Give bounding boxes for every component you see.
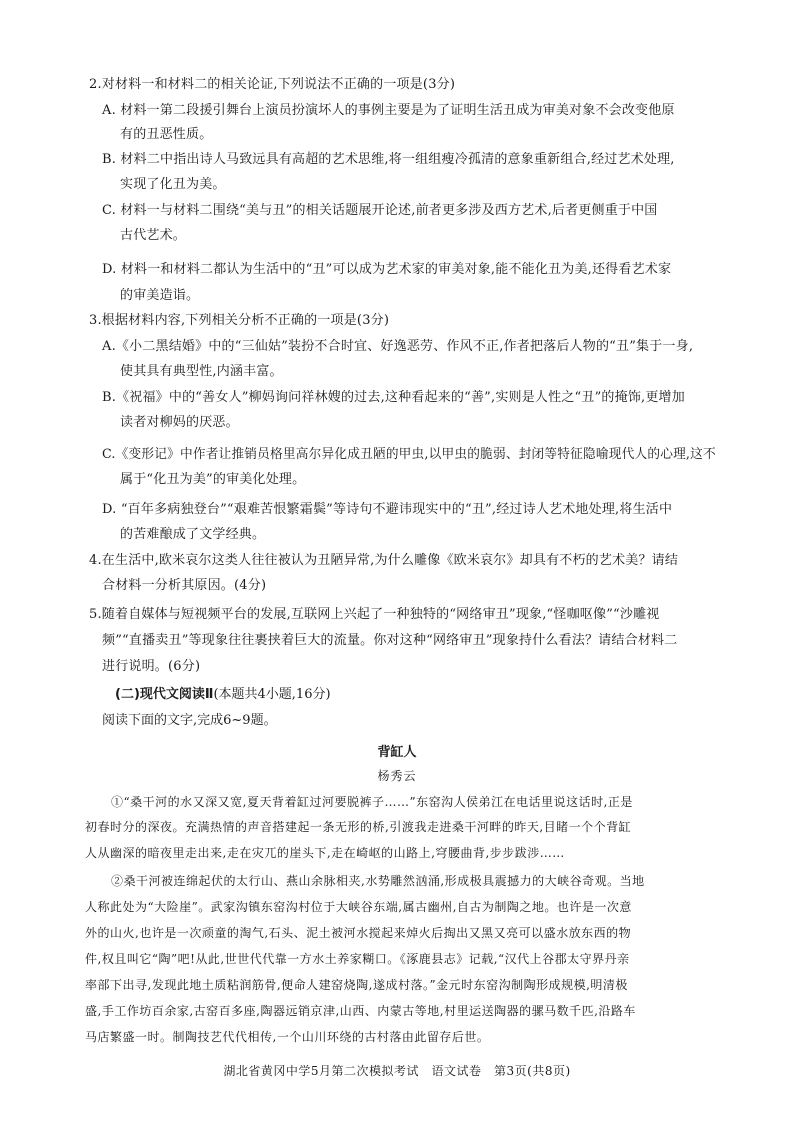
section-note: (本题共4小题,16分) xyxy=(213,687,331,702)
question-3-option-c: C.《变形记》中作者让推销员格里高尔异化成丑陋的甲虫,以甲虫的脆弱、封闭等特征隐喻现代人的心理,这不 xyxy=(102,447,716,462)
page-footer: 湖北省黄冈中学5月第二次模拟考试 语文试卷 第3页(共8页) xyxy=(223,1064,571,1078)
question-4-stem: 4.在生活中,欧米哀尔这类人往往被认为丑陋异常,为什么雕像《欧米哀尔》却具有不朽的艺术美？请结 xyxy=(89,553,679,568)
article-paragraph-2-line-1: ②桑干河被连绵起伏的太行山、燕山余脉相夹,水势雕然汹涌,形成极具震撼力的大峡谷奇观。当地 xyxy=(111,874,645,888)
article-paragraph-1-line-2: 初春时分的深夜。充满热情的声音搭建起一条无形的桥,引渡我走进桑干河畔的昨天,目睹一个个背缸 xyxy=(85,820,632,834)
question-2-option-a-cont: 有的丑恶性质。 xyxy=(120,127,213,142)
question-2-option-b: B. 材料二中指出诗人马致远具有高超的艺术思维,将一组组瘦冷孤清的意象重新组合,经过艺术处理, xyxy=(102,152,675,167)
question-4-stem-cont: 合材料一分析其原因。(4分) xyxy=(102,578,267,593)
question-3-option-a: A.《小二黑结婚》中的“三仙姑”装扮不合时宜、好逸恶劳、作风不正,作者把落后人物的“丑”集于一身, xyxy=(102,339,694,354)
question-5-stem: 5.随着自媒体与短视频平台的发展,互联网上兴起了一种独特的“网络审丑”现象,“怪咖呕像”“沙雕视 xyxy=(89,607,660,622)
question-3-option-c-cont: 属于“化丑为美”的审美化处理。 xyxy=(120,472,306,487)
question-2-option-d-cont: 的审美造诣。 xyxy=(120,288,200,303)
article-paragraph-2-line-3: 外的山火,也许是一次顽童的淘气,石头、泥土被河水搅起来焯火后掏出又黑又亮可以盛水放东西的物 xyxy=(85,926,632,940)
question-3-option-b-cont: 读者对柳妈的厌恶。 xyxy=(120,415,239,430)
question-2-option-c: C. 材料一与材料二围绕“美与丑”的相关话题展开论述,前者更多涉及西方艺术,后者更侧重于中国 xyxy=(102,203,658,218)
question-3-option-d-cont: 的苦难酿成了文学经典。 xyxy=(120,527,266,542)
question-2-option-a: A. 材料一第二段援引舞台上演员扮演坏人的事例主要是为了证明生活丑成为审美对象不会改变他原 xyxy=(102,103,675,118)
question-2-option-b-cont: 实现了化丑为美。 xyxy=(120,177,226,192)
article-paragraph-2-line-6: 盛,手工作坊百余家,古窑百多座,陶器远销京津,山西、内蒙古等地,村里运送陶器的骡马数千匹,沿路车 xyxy=(85,1004,636,1018)
article-paragraph-2-line-5: 率部下出寻,发现此地土质粘润筋骨,便命人建窑烧陶,遂成村落。”金元时东窑沟制陶形成规模,明清极 xyxy=(85,978,628,992)
question-3-stem: 3.根据材料内容,下列相关分析不正确的一项是(3分) xyxy=(89,313,390,328)
section-title: (二)现代文阅读Ⅱ xyxy=(115,687,214,702)
question-5-stem-cont-2: 进行说明。(6分) xyxy=(102,659,201,674)
article-author: 杨秀云 xyxy=(377,769,417,783)
article-paragraph-2-line-7: 马店繁盛一时。制陶技艺代代相传,一个山川环绕的古村落由此留存后世。 xyxy=(85,1030,490,1044)
question-5-stem-cont-1: 频”“直播卖丑”等现象往往裹挟着巨大的流量。你对这种“网络审丑”现象持什么看法？请结合材料二 xyxy=(102,633,678,648)
article-paragraph-2-line-4: 件,权且叫它“陶”吧!从此,世世代代靠一方水土养家糊口。《涿鹿县志》记载,“汉代上谷郡太守界丹亲 xyxy=(85,952,630,966)
article-paragraph-2-line-2: 人称此处为“大险崖”。武家沟镇东窑沟村位于大峡谷东端,属古幽州,自古为制陶之地。也许是一次意 xyxy=(85,900,632,914)
question-2-option-c-cont: 古代艺术。 xyxy=(120,228,187,243)
article-paragraph-1-line-3: 人从幽深的暗夜里走出来,走在灾兀的崖头下,走在崎岖的山路上,穹腰曲背,步步跋涉…… xyxy=(85,846,565,860)
article-title: 背缸人 xyxy=(377,745,417,760)
question-3-option-b: B.《祝福》中的“善女人”柳妈询问祥林嫂的过去,这种看起来的“善”,实则是人性之“丑”的掩饰,更增加 xyxy=(102,390,685,405)
question-2-stem: 2.对材料一和材料二的相关论证,下列说法不正确的一项是(3分) xyxy=(89,77,456,92)
article-paragraph-1-line-1: ①“桑干河的水又深又宽,夏天背着缸过河要脱裤子……”东窑沟人侯弟江在电话里说这话时,正是 xyxy=(111,795,633,809)
question-2-option-d: D. 材料一和材料二都认为生活中的“丑”可以成为艺术家的审美对象,能不能化丑为美,还得看艺术家 xyxy=(102,262,672,277)
question-3-option-d: D. “百年多病独登台”“艰难苦恨繁霜鬓”等诗句不避讳现实中的“丑”,经过诗人艺术地处理,将生活中 xyxy=(102,502,673,517)
question-3-option-a-cont: 使其具有典型性,内涵丰富。 xyxy=(120,364,283,379)
section-heading xyxy=(115,686,331,704)
section-instruction: 阅读下面的文字,完成6~9题。 xyxy=(102,713,277,728)
